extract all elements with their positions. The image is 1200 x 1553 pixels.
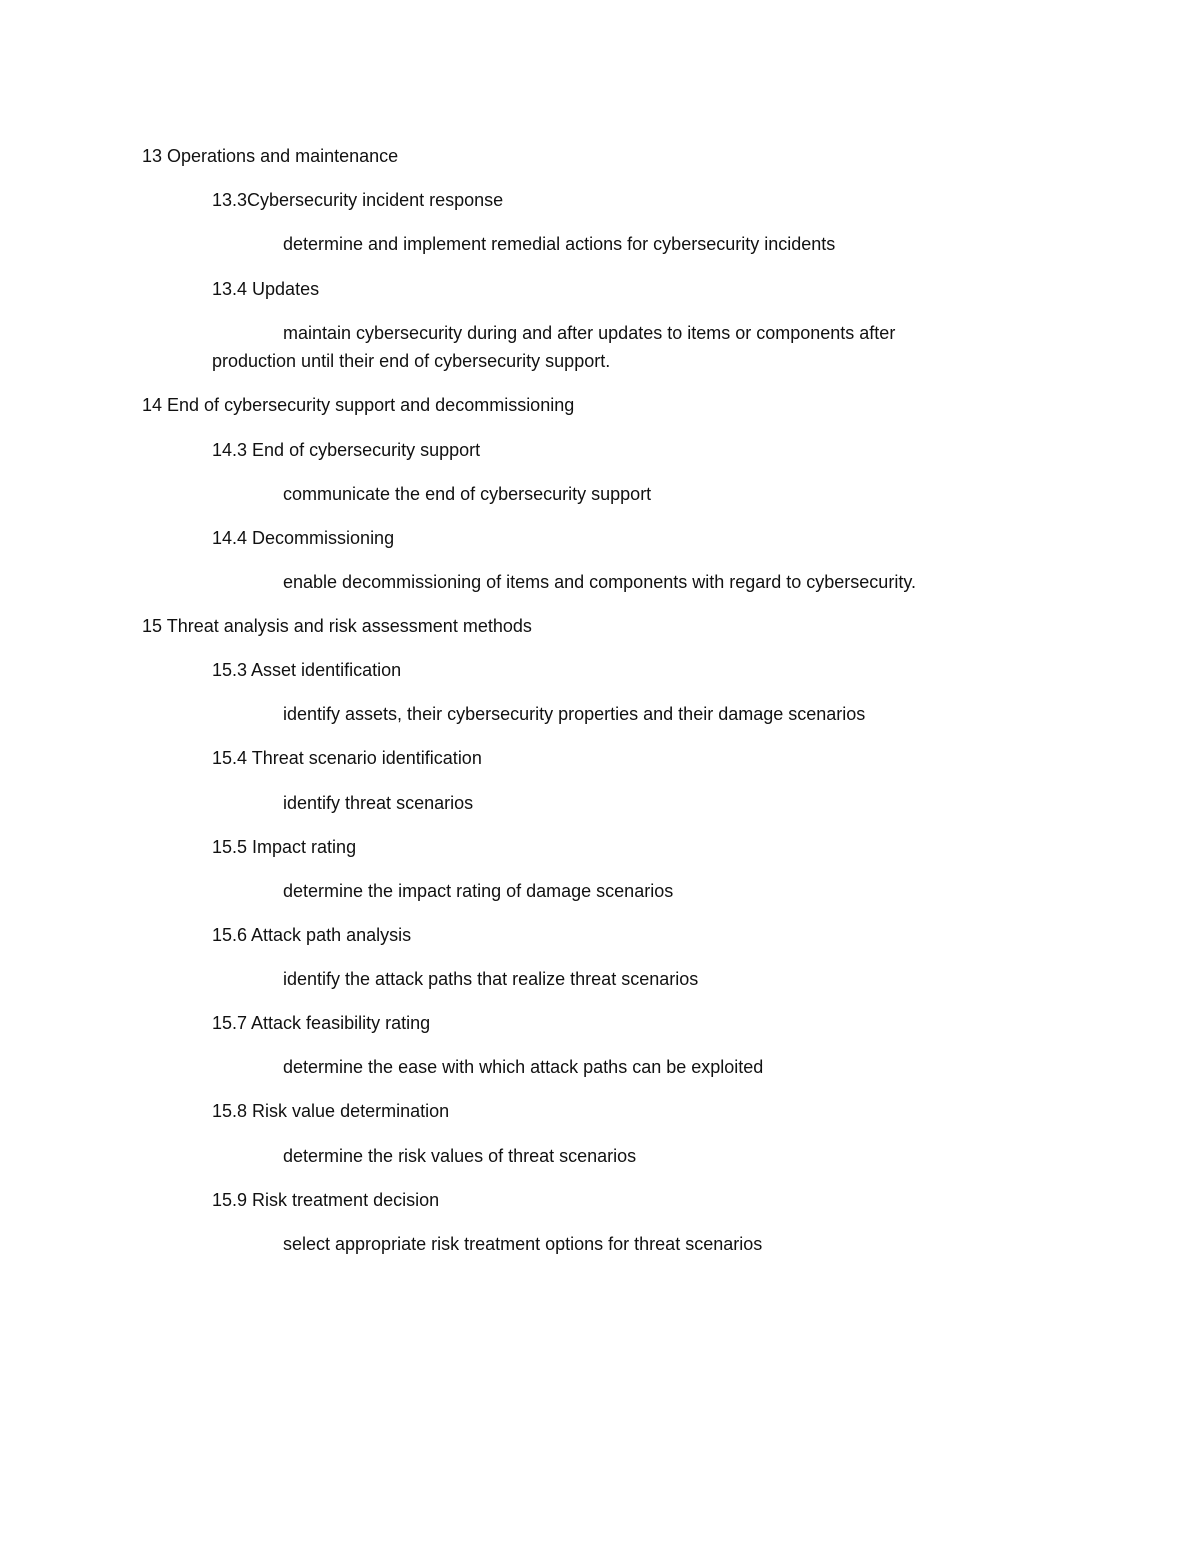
subsection-heading: 13.3Cybersecurity incident response [212, 190, 504, 210]
section-heading: 14 End of cybersecurity support and decommissioning [142, 395, 575, 415]
subsection-description: determine and implement remedial actions for cybersecurity incidents [283, 234, 836, 254]
subsection-description: identify assets, their cybersecurity properties and their damage scenarios [283, 704, 866, 724]
subsection-heading: 15.6 Attack path analysis [212, 925, 412, 945]
subsection-description: identify the attack paths that realize threat scenarios [283, 969, 699, 989]
subsection-description: communicate the end of cybersecurity support [283, 484, 652, 504]
subsection-heading: 15.7 Attack feasibility rating [212, 1013, 431, 1033]
subsection-heading: 14.3 End of cybersecurity support [212, 440, 481, 460]
subsection-heading: 15.5 Impact rating [212, 837, 357, 857]
subsection-description: select appropriate risk treatment options for threat scenarios [283, 1234, 763, 1254]
subsection-heading: 15.3 Asset identification [212, 660, 402, 680]
subsection-heading: 14.4 Decommissioning [212, 528, 395, 548]
subsection-heading: 13.4 Updates [212, 279, 320, 299]
subsection-description: determine the impact rating of damage scenarios [283, 881, 674, 901]
subsection-heading: 15.4 Threat scenario identification [212, 748, 482, 768]
subsection-description: enable decommissioning of items and components with regard to cybersecurity. [283, 572, 916, 592]
subsection-description: determine the risk values of threat scenarios [283, 1146, 637, 1166]
subsection-description: identify threat scenarios [283, 793, 474, 813]
section-heading: 13 Operations and maintenance [142, 146, 399, 166]
subsection-description: maintain cybersecurity during and after updates to items or components after [283, 323, 896, 343]
subsection-heading: 15.9 Risk treatment decision [212, 1190, 440, 1210]
subsection-description-continuation: production until their end of cybersecurity support. [212, 351, 611, 371]
subsection-description: determine the ease with which attack paths can be exploited [283, 1057, 764, 1077]
section-heading: 15 Threat analysis and risk assessment methods [142, 616, 532, 636]
subsection-heading: 15.8 Risk value determination [212, 1101, 450, 1121]
